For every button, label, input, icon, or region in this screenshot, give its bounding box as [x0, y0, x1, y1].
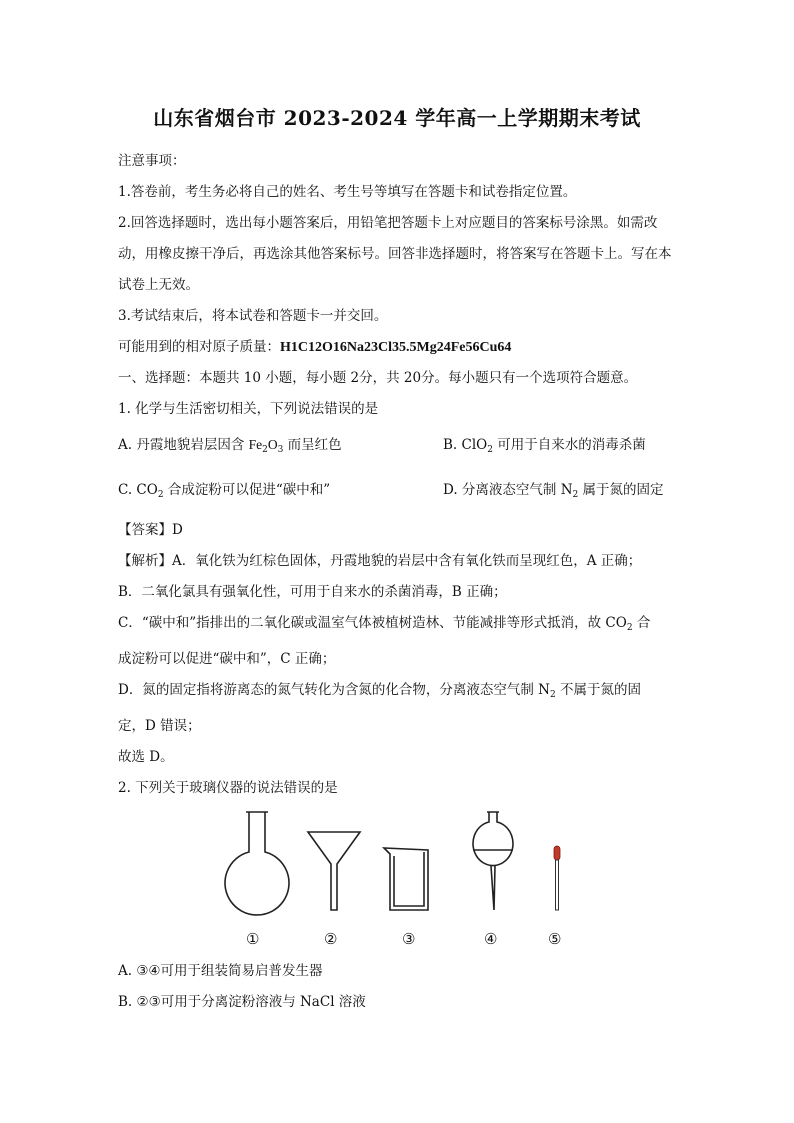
funnel-icon	[308, 832, 360, 910]
q1-option-d[interactable]: D. 分离液态空气制 $N_2$ 属于氮的固定	[443, 482, 664, 500]
separatory-funnel-icon	[473, 812, 513, 910]
q1-option-a[interactable]: A. 丹霞地貌岩层因含 $Fe_2O_3$ 而呈红色	[118, 437, 342, 455]
q1-option-c[interactable]: C. $CO_2$ 合成淀粉可以促进“碳中和”	[118, 482, 331, 500]
label-3: ③	[402, 930, 416, 948]
q1-analysis-d-cont: 定，D 错误；	[118, 718, 201, 734]
q1-analysis-c: C．“碳中和”指排出的二氧化碳或温室气体被植树造林、节能减排等形式抵消，故 $CO_2$ 合	[118, 615, 651, 633]
section-heading: 一、选择题：本题共 10 小题，每小题 2分，共 20分。每小题只有一个选项符合题意。	[118, 370, 638, 386]
q2-option-a[interactable]: A. ③④可用于组装简易启普发生器	[118, 963, 323, 979]
q1-answer: 【答案】D	[118, 522, 183, 538]
notice-item-2: 2.回答选择题时，选出每小题答案后，用铅笔把答题卡上对应题目的答案标号涂黑。如需改动，用橡皮擦干净后，再选涂其他答案标号。回答非选择题时，将答案写在答题卡上。写在本试卷上无效。	[118, 215, 672, 293]
q2-option-b[interactable]: B. ②③可用于分离淀粉溶液与 NaCl 溶液	[118, 994, 366, 1010]
q1-options-row2	[118, 470, 678, 515]
glassware-figure	[118, 806, 678, 956]
label-4: ④	[484, 930, 498, 948]
q2-stem: 2. 下列关于玻璃仪器的说法错误的是	[118, 780, 338, 796]
atomic-mass-line	[118, 332, 678, 363]
notice-item-1: 1.答卷前，考生务必将自己的姓名、考生号等填写在答题卡和试卷指定位置。	[118, 184, 577, 200]
page-title: 山东省烟台市 2023-2024 学年高一上学期期末考试	[153, 106, 641, 130]
round-bottom-flask-icon	[225, 812, 289, 915]
label-5: ⑤	[548, 930, 562, 948]
q1-stem: 1. 化学与生活密切相关，下列说法错误的是	[118, 401, 379, 417]
q1-analysis-a: 【解析】A．氧化铁为红棕色固体，丹霞地貌的岩层中含有氧化铁而呈现红色，A 正确；	[118, 553, 642, 569]
glassware-drawing	[118, 806, 678, 956]
atomic-mass-label: 可能用到的相对原子质量：	[118, 339, 280, 355]
notice-item-3: 3.考试结束后，将本试卷和答题卡一并交回。	[118, 308, 388, 324]
label-2: ②	[324, 930, 338, 948]
q1-options-row1	[118, 425, 678, 470]
dropper-icon	[554, 846, 560, 910]
exam-page	[118, 104, 678, 1018]
atomic-mass-values: H1C12O16Na23Cl35.5Mg24Fe56Cu64	[280, 340, 512, 355]
notice-heading: 注意事项：	[118, 153, 186, 169]
q1-analysis-c-cont: 成淀粉可以促进“碳中和”，C 正确；	[118, 651, 336, 667]
q1-option-b[interactable]: B. ClO$_2$ 可用于自来水的消毒杀菌	[443, 437, 646, 455]
q1-analysis-b: B．二氧化氯具有强氧化性，可用于自来水的杀菌消毒，B 正确；	[118, 584, 507, 600]
beaker-icon	[384, 848, 428, 910]
q1-conclusion: 故选 D。	[118, 749, 174, 765]
label-1: ①	[246, 930, 260, 948]
q1-analysis-d: D．氮的固定指将游离态的氮气转化为含氮的化合物，分离液态空气制 $N_2$ 不属于氮的固	[118, 682, 641, 700]
